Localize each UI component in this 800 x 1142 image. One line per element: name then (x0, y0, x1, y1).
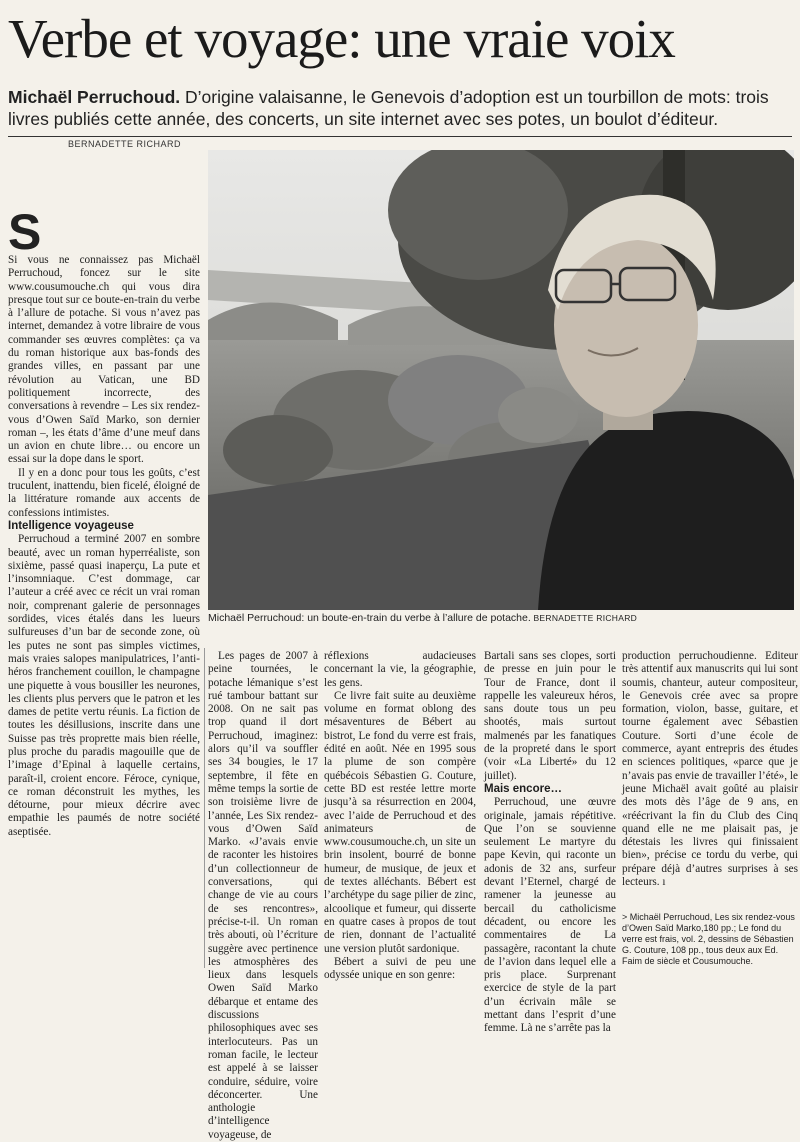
byline-rule (8, 136, 792, 149)
column-divider (204, 648, 205, 968)
paragraph (622, 650, 798, 889)
column-5 (622, 650, 798, 889)
drop-cap: S (8, 204, 42, 260)
subhead-mais-encore: Mais encore… (484, 782, 562, 795)
photo-caption (208, 612, 798, 624)
photo (208, 150, 794, 610)
headline: Verbe et voyage: une vraie voix (8, 8, 675, 69)
caption-text: Michaël Perruchoud: un boute-en-train du verbe à l’allure de potache. (208, 612, 531, 624)
column-4 (484, 650, 616, 1036)
paragraph-text: production perruchoudienne. Editeur très attentif aux manuscrits qui lui sont soumis, chanteur, auteur compositeur, le Genevois crée avec sa propre formation, violon, basse, guitare, et tourne également avec Sébastien Couture. Sorti d’une école de commerce, ayant entrepris des études en sciences politiques, «parce que je n’avais pas envie de travailler l’été», le jeune Michaël avait goûté au plaisir des mots dès l’âge de 9 ans, en «réécrivant la fin du Club des Cinq quand elle ne me plaisait pas, je détestais les livres qui finissaient bien», précise ce tordu du verbe, qui prépare déjà d’autres surprises à ses lecteurs. (622, 650, 798, 889)
paragraph: Il y en a donc pour tous les goûts, c’est truculent, inattendu, bien ficelé, éloigné de la littérature romande aux accents de confessions intimistes. (8, 466, 200, 519)
paragraph: Bartali sans ses clopes, sorti de presse en juin pour le Tour de France, dont il rappelle les valeureux héros, sans doute tous un peu shootés, mais surtout malmenés par les fanatiques de la propreté dans le sport (voir «La Liberté» du 12 juillet). (484, 650, 616, 782)
column-1 (8, 204, 200, 839)
book-references: > Michaël Perruchoud, Les six rendez-vous d’Owen Saïd Marko,180 pp.; Le fond du verre est frais, vol. 2, dessins de Sébastien G. Couture, 108 pp., tous deux aux Ed. Faim de siècle et Cousumouche. (622, 912, 795, 966)
subhead-intelligence: Intelligence voyageuse (8, 519, 134, 532)
paragraph: réflexions audacieuses concernant la vie, la géographie, les gens. (324, 650, 476, 689)
column-2 (208, 650, 318, 1142)
byline: BERNADETTE RICHARD (68, 139, 182, 149)
paragraph: Si vous ne connaissez pas Michaël Perruchoud, foncez sur le site www.cousumouche.ch qui vous dira presque tout sur ce boute-en-train du verbe à l’allure de potache. Si vous n’avez pas internet, demandez à votre libraire de vous commander ses œuvres complètes: ça va du roman historique aux bas-fonds des grandes villes, en passant par une révolution au Vatican, une BD politiquement incorrecte, des conversations à revendre – Les six rendez-vous d’Owen Saïd Marko, son dernier roman –, les états d’âme d’une meuf dans un avion en chute libre… ou encore un essai sur la dope dans le sport. (8, 254, 200, 466)
photo-credit: BERNADETTE RICHARD (530, 613, 638, 623)
paragraph: Perruchoud a terminé 2007 en sombre beauté, avec un roman hyperréaliste, son sixième, passé quasi inaperçu, La pute et l’insomniaque. C’est dommage, car l’auteur a créé avec ce récit un vrai roman noir, comprenant galerie de personnages sordides, vices étalés dans les lueurs sulfureuses d’un bar de seconde zone, où les putes ne sont pas simples victimes, mais vraies salopes manipulatrices, l’anti-héros franchement couillon, le champagne une piquette à vous bousiller les neurones, les clients plus pervers que le patron et les dames de petite vertu réunis. La fiction de toutes les désillusions, inscrite dans une Suisse pas très proprette mais bien réelle, plus proche du paradis magouille que de l’image d’Epinal à laquelle certains, paraît-il, croient encore. Féroce, cynique, ce roman déconstruit les mythes, les détourne, pour mieux décrire avec empathie les paumés de notre société aseptisée. (8, 533, 200, 838)
column-3 (324, 650, 476, 982)
paragraph: Bébert a suivi de peu une odyssée unique en son genre: (324, 955, 476, 982)
paragraph: Les pages de 2007 à peine tournées, le potache lémanique s’est rué tambour battant sur 2008. On ne sait pas trop quand il dort Perruchoud, imaginez: alors qu’il va souffler ses 34 bougies, le 17 septembre, il fête en même temps la sortie de son troisième livre de l’année, Les Six rendez-vous d’Owen Saïd Marko. «J’avais envie de raconter les histoires d’un collectionneur de conversations, qui change de vie au cours de ses rencontres», précise-t-il. Un roman très abouti, où l’écriture suggère avec pertinence les atmosphères des lieux dans lesquels Owen Saïd Marko débarque et entame des discussions philosophiques avec ses interlocuteurs. Pas un roman facile, le lecteur est appelé à se laisser conduire, séduire, voire déconcerter. Une anthologie d’intelligence voyageuse, de (208, 650, 318, 1141)
deck (8, 86, 792, 130)
end-mark: ı (659, 876, 666, 889)
paragraph: Ce livre fait suite au deuxième volume en format oblong des mésaventures de Bébert au bistrot, Le fond du verre est frais, édité en août. Née en 1995 sous la plume de son compère québécois Sébastien G. Couture, cette BD est restée lettre morte jusqu’à sa résurrection en 2004, avec l’aide de Perruchoud et des animateurs de www.cousumouche.ch, un site un brin insolent, bourré de bonne humeur, de musique, de jeux et de textes alléchants. Bébert est l’archétype du sage pilier de zinc, alcoolique et fumeur, qui disserte en quatre cases à propos de tout de rien, donnant de l’actualité une version plutôt sardonique. (324, 689, 476, 955)
deck-name: Michaël Perruchoud. (8, 87, 181, 107)
photo-illustration (208, 150, 794, 610)
deck-text: D’origine valaisanne, le Genevois d’adoption est un tourbillon de mots: trois livres publiés cette année, des concerts, un site internet avec ses potes, un boulot d’éditeur. (8, 87, 769, 129)
paragraph: Perruchoud, une œuvre originale, jamais répétitive. Que l’on se souvienne seulement Le martyre du pape Kevin, qui raconte un adonis de 32 ans, surfeur devant l’Eternel, chargé de ramener la jeunesse au bercail du catholicisme décadent, ou encore les commentaires de La passagère, racontant la chute de l’avion dans lequel elle a pris place. Surprenant exercice de style de la part d’un écrivain mâle se mettant dans l’esprit d’une femme. Là ne s’arrête pas la (484, 796, 616, 1035)
